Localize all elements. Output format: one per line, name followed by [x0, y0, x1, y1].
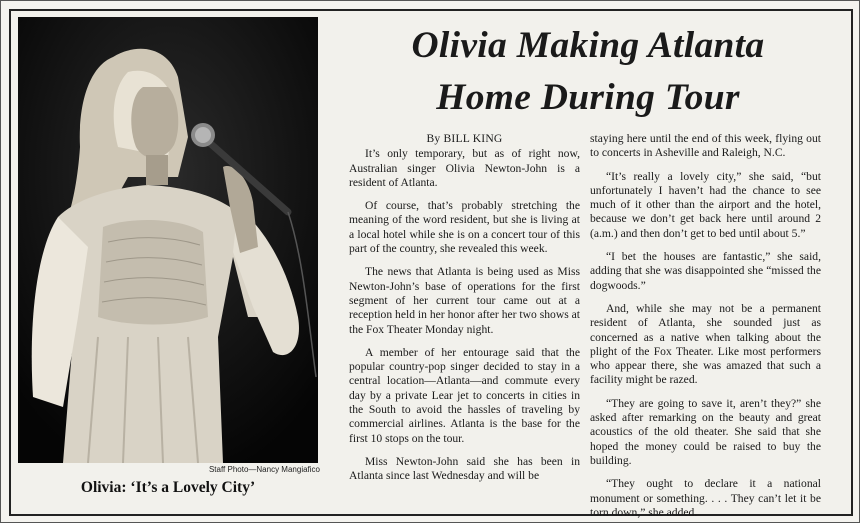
paragraph: Of course, that’s probably stretching the meaning of the word resident, but she is living at a local hotel while she is on a concert tour of this part of the country, she revealed this week.: [349, 199, 580, 256]
article-column-2: [590, 132, 821, 529]
headline: [338, 20, 838, 124]
paragraph: “It’s really a lovely city,” she said, “but unfortunately I haven’t had the chance to see much of it other than the airport and the hotel, because we don’t get back here until around 2 (a.m.) and then don’t get to bed until about 5.”: [590, 169, 821, 240]
headline-line-1: Olivia Making Atlanta: [411, 25, 765, 66]
singer-photo-graphic: [18, 17, 318, 463]
paragraph: Miss Newton-John said she has been in Atlanta since last Wednesday and will be: [349, 454, 580, 483]
photo-credit: Staff Photo—Nancy Mangiafico: [208, 465, 320, 474]
paragraph: And, while she may not be a permanent resident of Atlanta, she sounded just as concerned as a native when talking about the plight of the Fox Theater. Like most performers who appear there, she was amazed that such a facility might be razed.: [590, 301, 821, 387]
article-column-1: [349, 132, 580, 493]
paragraph: staying here until the end of this week, flying out to concerts in Asheville and Raleigh, N.C.: [590, 132, 821, 160]
paragraph: “I bet the houses are fantastic,” she said, adding that she was disappointed she “missed the dogwoods.”: [590, 250, 821, 292]
headline-line-2: Home During Tour: [436, 77, 740, 118]
paragraph: It’s only temporary, but as of right now, Australian singer Olivia Newton-John is a resident of Atlanta.: [349, 147, 580, 189]
byline: By BILL KING: [426, 132, 503, 145]
paragraph: The news that Atlanta is being used as Miss Newton-John’s base of operations for the first segment of her current tour came out at a reception held in her honor after her two shows at the Fox Theater Monday night.: [349, 265, 580, 336]
paragraph: “They ought to declare it a national monument or something. . . . They can’t let it be torn down,” she added.: [590, 477, 821, 519]
concert-photo: [18, 17, 318, 463]
paragraph: A member of her entourage said that the popular country-pop singer decided to stay in a central location—Atlanta—and commute every day by a private Lear jet to concerts in cities in the South to avoid the hassles of traveling by commercial airlines. Atlanta is the base for the first 10 stops on the tour.: [349, 345, 580, 445]
paragraph: “They are going to save it, aren’t they?” she asked after remarking on the beauty and great acoustics of the old theater. She said that she hoped the money could be raised to buy the building.: [590, 396, 821, 467]
photo-caption: Olivia: ‘It’s a Lovely City’: [80, 479, 256, 496]
